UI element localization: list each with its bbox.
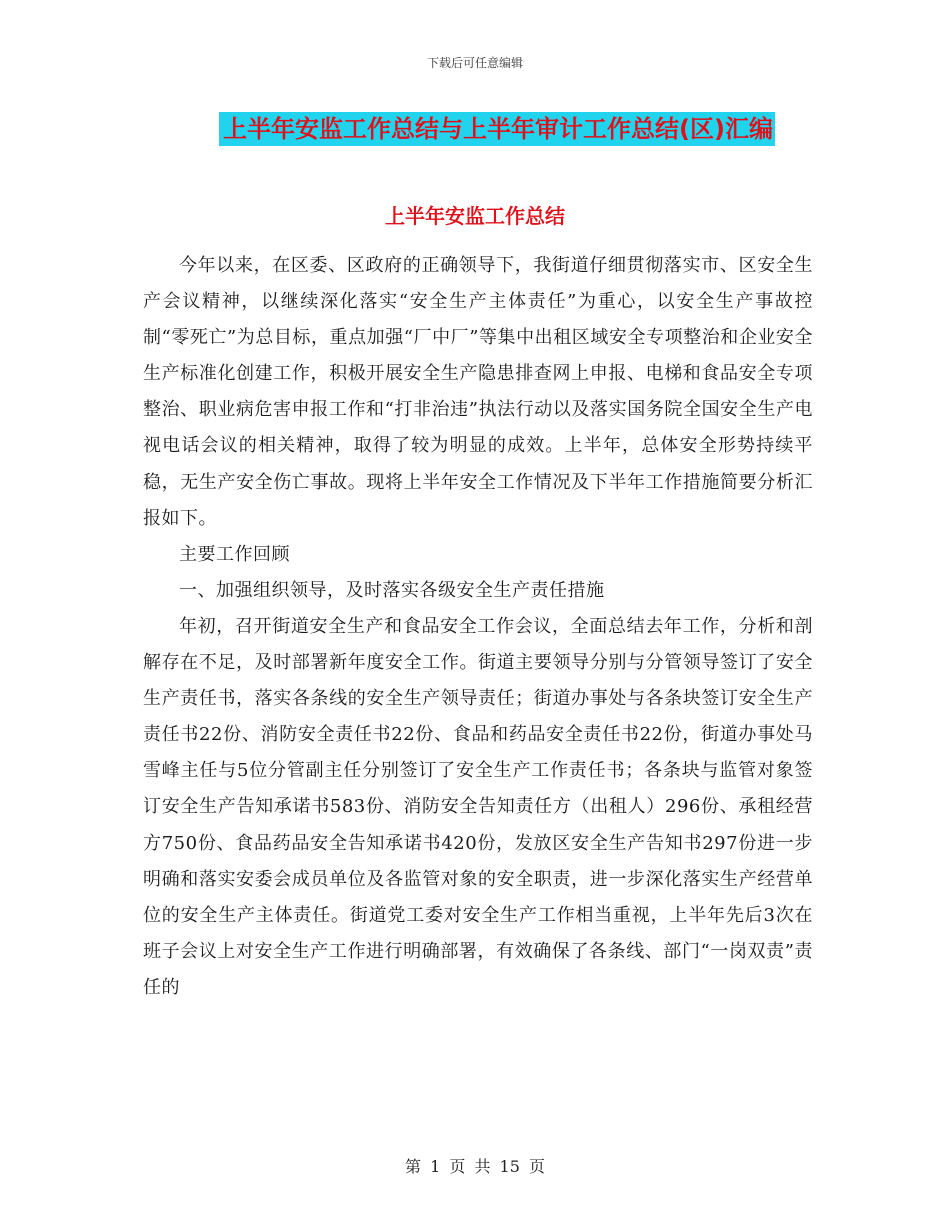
section-title: 上半年安监工作总结: [385, 204, 565, 228]
main-title-container: [0, 112, 950, 146]
paragraph-heading-review: 主要工作回顾: [179, 543, 290, 565]
document-title: 上半年安监工作总结与上半年审计工作总结(区)汇编: [219, 112, 775, 146]
paragraph-section-1-body: 年初，召开街道安全生产和食品安全工作会议，全面总结去年工作，分析和剖解存在不足，及时部署新年度安全工作。街道主要领导分别与分管领导签订了安全生产责任书，落实各条线的安全生产领导责任；街道办事处与各条块签订安全生产责任书22份、消防安全责任书22份、食品和药品安全责任书22份，街道办事处马雪峰主任与5位分管副主任分别签订了安全生产工作责任书；各条块与监管对象签订安全生产告知承诺书583份、消防安全告知责任方（出租人）296份、承租经营方750份、食品药品安全告知承诺书420份，发放区安全生产告知书297份进一步明确和落实安委会成员单位及各监管对象的安全职责，进一步深化落实生产经营单位的安全生产主体责任。街道党工委对安全生产工作相当重视，上半年先后3次在班子会议上对安全生产工作进行明确部署，有效确保了各条线、部门“一岗双责”责任的: [143, 615, 813, 998]
paragraph-heading-section-1: 一、加强组织领导，及时落实各级安全生产责任措施: [179, 579, 605, 601]
page-number: 第 1 页 共 15 页: [405, 1157, 545, 1176]
paragraph-intro: 今年以来，在区委、区政府的正确领导下，我街道仔细贯彻落实市、区安全生产会议精神，以继续深化落实“安全生产主体责任”为重心，以安全生产事故控制“零死亡”为总目标，重点加强“厂中厂”等集中出租区域安全专项整治和企业安全生产标准化创建工作，积极开展安全生产隐患排查网上申报、电梯和食品安全专项整治、职业病危害申报工作和“打非治违”执法行动以及落实国务院全国安全生产电视电话会议的相关精神，取得了较为明显的成效。上半年，总体安全形势持续平稳，无生产安全伤亡事故。现将上半年安全工作情况及下半年工作措施简要分析汇报如下。: [143, 255, 813, 529]
page-header-note: 下载后可任意编辑: [426, 56, 523, 70]
document-body: [143, 248, 813, 1006]
